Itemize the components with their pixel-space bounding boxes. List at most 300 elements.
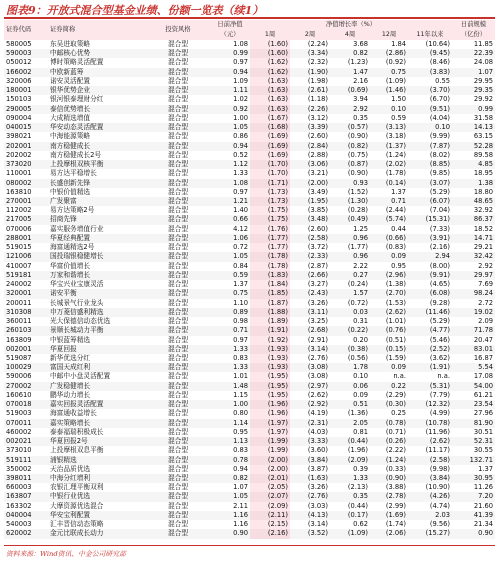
cell-name: 招商先锋 — [48, 215, 146, 224]
cell-ret-12w: (0.14) — [370, 179, 408, 188]
cell-code: 040015 — [4, 123, 48, 132]
table-row — [4, 215, 495, 224]
cell-ret-1w: (1.83) — [250, 271, 290, 280]
cell-ret-ytd: (8.00) — [429, 261, 450, 270]
cell-ret-4w: (0.24) — [347, 280, 368, 289]
cell-ret-2w: (3.87) — [307, 464, 328, 473]
cell-code: 620002 — [4, 529, 48, 538]
cell-ret-1w: (2.15) — [250, 520, 290, 529]
cell-ret-12w: (0.92) — [385, 58, 406, 67]
cell-ret-ytd: (3.70) — [408, 86, 452, 95]
cell-nav: 1.06 — [210, 234, 250, 243]
cell-name: 南方稳健成长 — [48, 142, 146, 151]
cell-style: 混合型 — [167, 317, 189, 326]
table-row — [4, 520, 495, 529]
cell-style: 混合型 — [167, 409, 189, 418]
cell-ret-ytd: n.a. — [437, 372, 450, 381]
cell-name: 银华优势企业 — [48, 86, 146, 95]
cell-ret-12w: 0.22 — [370, 382, 408, 391]
cell-code: 519003 — [6, 409, 32, 418]
cell-ret-4w: 1.78 — [330, 363, 370, 372]
cell-ret-1w: (2.16) — [250, 529, 290, 538]
cell-ret-2w: (2.97) — [290, 382, 330, 391]
cell-nav: 0.66 — [210, 215, 250, 224]
table-row — [4, 197, 495, 206]
cell-nav: 0.94 — [233, 464, 248, 473]
cell-scale: 20.47 — [473, 335, 493, 344]
cell-ret-12w: 0.09 — [370, 252, 408, 261]
cell-ret-ytd: (9.45) — [408, 49, 452, 58]
cell-ret-4w: 0.10 — [353, 372, 368, 381]
cell-ret-4w: (0.82) — [330, 142, 370, 151]
cell-ret-1w: (1.70) — [250, 169, 290, 178]
cell-ret-1w: (1.71) — [250, 179, 290, 188]
cell-scale: 0.99 — [452, 105, 495, 114]
cell-scale: 1.37 — [478, 464, 493, 473]
cell-code: 580005 — [6, 40, 32, 48]
cell-name: 华富价值增长 — [50, 261, 91, 270]
cell-ret-ytd: (8.46) — [429, 58, 450, 67]
cell-ret-1w: (1.63) — [250, 95, 290, 104]
cell-ret-4w: (0.44) — [330, 437, 370, 446]
cell-name: 中银行业优选 — [48, 492, 146, 501]
cell-ret-12w: (2.44) — [385, 206, 406, 215]
cell-ret-1w: (2.07) — [250, 492, 290, 501]
cell-style: 混合型 — [167, 280, 189, 289]
cell-ret-12w: (3.88) — [385, 483, 406, 492]
cell-ret-2w: (2.31) — [290, 419, 330, 428]
cell-nav: 1.33 — [210, 345, 250, 354]
header-nav: 日前净值 — [210, 20, 250, 30]
cell-ret-1w: (1.63) — [250, 77, 290, 86]
cell-code: 373010 — [6, 446, 32, 455]
cell-ret-2w: (2.60) — [307, 224, 328, 233]
cell-ret-1w: (1.69) — [250, 132, 290, 141]
cell-ret-2w: (1.98) — [307, 76, 328, 85]
cell-style: 混合型 — [167, 76, 189, 85]
cell-scale: 48.65 — [452, 197, 495, 206]
cell-ret-1w: (1.84) — [250, 280, 290, 289]
cell-code: 660003 — [6, 483, 32, 492]
cell-ret-2w: (3.14) — [307, 520, 328, 529]
header-scale-unit: （亿份） — [452, 30, 495, 40]
table-row — [4, 456, 495, 465]
cell-ret-12w: (1.09) — [385, 76, 406, 85]
table-row — [4, 437, 495, 446]
cell-scale: 30.51 — [473, 427, 493, 436]
cell-ret-1w: (1.60) — [250, 49, 290, 58]
cell-ret-1w: (1.68) — [250, 123, 290, 132]
cell-nav: 0.80 — [233, 409, 248, 418]
cell-scale: 7.69 — [478, 280, 493, 289]
cell-scale: 29.92 — [473, 95, 493, 104]
cell-scale: 18.52 — [473, 224, 493, 233]
cell-ret-1w: (1.77) — [250, 234, 290, 243]
cell-nav: 0.94 — [210, 142, 250, 151]
cell-ret-12w: (2.70) — [370, 289, 408, 298]
table-row — [4, 169, 495, 178]
cell-ret-12w: (2.02) — [370, 160, 408, 169]
cell-nav: 1.40 — [233, 206, 248, 215]
cell-ret-ytd: (9.56) — [429, 520, 450, 529]
cell-scale: 4.85 — [452, 160, 495, 169]
cell-ret-4w: 1.57 — [330, 289, 370, 298]
cell-name: 华安宝利配置 — [48, 511, 146, 520]
cell-ret-ytd: (2.52) — [408, 345, 452, 354]
cell-style: 混合型 — [146, 363, 210, 372]
cell-ret-ytd: (7.33) — [429, 224, 450, 233]
cell-nav: 1.00 — [233, 113, 248, 122]
cell-ret-2w: (3.08) — [290, 363, 330, 372]
cell-style: 混合型 — [167, 464, 189, 473]
table-row — [4, 160, 495, 169]
cell-ret-ytd: (9.85) — [429, 169, 450, 178]
cell-ret-2w: (3.85) — [307, 206, 328, 215]
cell-scale: 2.72 — [478, 298, 493, 307]
title-rule — [4, 17, 495, 19]
cell-ret-4w: 2.22 — [353, 261, 368, 270]
cell-nav: 1.00 — [210, 400, 250, 409]
cell-ret-2w: (3.25) — [307, 317, 328, 326]
cell-style: 混合型 — [167, 58, 189, 67]
cell-ret-12w: (1.59) — [385, 353, 406, 362]
cell-code: 150103 — [6, 95, 32, 104]
cell-code: 270002 — [4, 382, 48, 391]
cell-name: 富国天成红利 — [48, 363, 146, 372]
cell-nav: 1.13 — [210, 437, 250, 446]
cell-ret-1w: (1.67) — [250, 114, 290, 123]
cell-name: 大摩资源优选混合 — [50, 501, 104, 510]
cell-ret-12w: (2.22) — [385, 446, 406, 455]
cell-ret-12w: 1.50 — [391, 95, 406, 104]
cell-ret-12w: (0.71) — [385, 427, 406, 436]
cell-code: 460002 — [6, 427, 32, 436]
cell-code: 398021 — [6, 132, 32, 141]
cell-ret-ytd: (11.17) — [425, 446, 450, 455]
cell-code: 112002 — [6, 206, 32, 215]
cell-name: 广发稳健增长 — [48, 382, 146, 391]
cell-ret-12w: 0.09 — [370, 363, 408, 372]
cell-style: 混合型 — [167, 40, 189, 48]
table-row — [4, 529, 495, 538]
cell-style: 混合型 — [167, 483, 189, 492]
cell-nav: 0.90 — [210, 529, 250, 538]
cell-name: 中欧新蓝筹 — [48, 68, 146, 77]
cell-ret-4w: 0.96 — [330, 252, 370, 261]
cell-code: 180001 — [4, 86, 48, 95]
cell-ret-1w: (1.88) — [250, 308, 290, 317]
cell-scale: 98.24 — [452, 289, 495, 298]
cell-nav: 1.07 — [233, 483, 248, 492]
cell-ret-2w: (2.66) — [290, 271, 330, 280]
cell-ret-1w: (1.73) — [250, 188, 290, 197]
cell-scale: 2.92 — [478, 261, 493, 270]
cell-nav: 1.48 — [210, 382, 250, 391]
header-period-ytd: 11年以来 — [408, 30, 452, 40]
cell-ret-1w: (1.99) — [250, 446, 290, 455]
cell-ret-ytd: (6.70) — [429, 95, 450, 104]
cell-ret-12w: (1.38) — [385, 280, 406, 289]
cell-ret-4w: (1.30) — [330, 197, 370, 206]
cell-nav: 0.94 — [210, 68, 250, 77]
cell-name: 泰泰福瑞积极成长 — [50, 427, 104, 436]
cell-name: 申万菱信盛利精选 — [48, 308, 146, 317]
cell-ret-4w: (0.28) — [347, 206, 368, 215]
cell-ret-1w: (1.91) — [250, 326, 290, 335]
cell-nav: 1.10 — [233, 298, 248, 307]
header-scale: 日前规模 — [452, 20, 495, 30]
cell-style: 混合型 — [167, 298, 189, 307]
cell-ret-1w: (1.85) — [250, 289, 290, 298]
cell-ret-4w: (0.56) — [347, 353, 368, 362]
cell-scale: 132.71 — [452, 456, 495, 465]
cell-ret-4w: 0.39 — [353, 464, 368, 473]
cell-ret-4w: (0.75) — [347, 150, 368, 159]
table-row — [4, 123, 495, 132]
cell-ret-ytd: (5.31) — [408, 382, 452, 391]
cell-ret-2w: (3.14) — [290, 345, 330, 354]
cell-ret-4w: 3.68 — [353, 40, 368, 48]
cell-style: 混合型 — [167, 224, 189, 233]
cell-ret-ytd: (5.29) — [429, 317, 450, 326]
table-row — [4, 77, 495, 86]
cell-ret-2w: (3.26) — [307, 298, 328, 307]
cell-ret-4w: (1.09) — [330, 529, 370, 538]
cell-style: 混合型 — [146, 179, 210, 188]
cell-ret-2w: (3.39) — [290, 123, 330, 132]
cell-ret-2w: (1.95) — [290, 197, 330, 206]
cell-style: 混合型 — [146, 271, 210, 280]
cell-name: 汇丰晋信动态策略 — [50, 520, 104, 529]
cell-name: 广发聚富 — [48, 197, 146, 206]
cell-ret-12w: 1.84 — [391, 40, 406, 48]
table-row — [4, 271, 495, 280]
cell-name: 华夏回报 — [48, 345, 146, 354]
cell-nav: 0.75 — [210, 289, 250, 298]
cell-ret-ytd: (15.27) — [408, 529, 452, 538]
cell-ret-ytd: (10.64) — [425, 40, 450, 48]
table-row — [4, 142, 495, 151]
cell-ret-ytd: (7.79) — [429, 390, 450, 399]
cell-name: 中邮中小盘灵活配置 — [50, 372, 111, 381]
cell-code: 519181 — [4, 271, 48, 280]
cell-style: 混合型 — [167, 520, 189, 529]
cell-ret-ytd: (11.46) — [408, 308, 452, 317]
cell-ret-1w: (1.95) — [250, 391, 290, 400]
cell-ret-2w: (2.58) — [290, 234, 330, 243]
cell-scale: 17.08 — [473, 372, 493, 381]
cell-ret-2w: (2.91) — [307, 335, 328, 344]
cell-ret-ytd: (9.99) — [429, 132, 450, 141]
cell-code: 070006 — [6, 224, 32, 233]
cell-ret-4w: 2.16 — [353, 76, 368, 85]
table-row — [4, 465, 495, 474]
header-period-2w: 2周 — [290, 30, 330, 40]
cell-name: 诺安平衡 — [48, 289, 146, 298]
cell-ret-2w: (3.60) — [307, 446, 328, 455]
cell-scale: 54.00 — [452, 382, 495, 391]
cell-ret-4w: (0.22) — [330, 326, 370, 335]
cell-name: 易方达平稳增长 — [50, 169, 97, 178]
cell-style: 混合型 — [167, 169, 189, 178]
cell-ret-ytd: (9.98) — [429, 464, 450, 473]
cell-ret-1w: (1.77) — [250, 243, 290, 252]
cell-ret-12w: (1.74) — [385, 520, 406, 529]
cell-ret-2w: (3.26) — [307, 483, 328, 492]
table-row — [4, 502, 495, 511]
cell-nav: 1.01 — [233, 372, 248, 381]
table-row — [4, 372, 495, 381]
cell-ret-2w: (3.84) — [290, 456, 330, 465]
cell-name: 博时策略灵活配置 — [50, 58, 104, 67]
cell-nav: 2.11 — [233, 501, 248, 510]
cell-nav: 1.08 — [210, 179, 250, 188]
cell-ret-ytd: (5.46) — [429, 335, 450, 344]
cell-ret-12w: (0.83) — [385, 243, 406, 252]
cell-ret-4w: (0.90) — [347, 132, 368, 141]
cell-code: 070011 — [4, 419, 48, 428]
cell-scale: 18.95 — [473, 169, 493, 178]
cell-ret-2w: (2.33) — [290, 252, 330, 261]
cell-nav: 0.52 — [233, 150, 248, 159]
table-row — [4, 511, 495, 520]
cell-scale: 30.55 — [473, 446, 493, 455]
cell-ret-ytd: (3.83) — [408, 68, 452, 77]
cell-style: 混合型 — [167, 427, 189, 436]
cell-ret-12w: (2.99) — [385, 501, 406, 510]
cell-name: 新华优选分红 — [50, 353, 91, 362]
cell-ret-ytd: (4.77) — [408, 326, 452, 335]
cell-nav: 1.16 — [210, 511, 250, 520]
cell-ret-1w: (1.95) — [250, 372, 290, 381]
cell-name: 易方达策略2号 — [50, 206, 95, 215]
cell-name: 农银汇理平衡双利 — [50, 483, 104, 492]
cell-ret-1w: (1.92) — [250, 336, 290, 345]
cell-ret-1w: (1.97) — [250, 419, 290, 428]
cell-ret-ytd: (4.65) — [429, 280, 450, 289]
header-period-1w: 1周 — [250, 30, 290, 40]
cell-ret-2w: (3.49) — [307, 187, 328, 196]
cell-ret-4w: 0.31 — [353, 317, 368, 326]
cell-name: 东吴进取策略 — [50, 40, 91, 48]
header-growth-group: 净值增长率（%） — [250, 20, 452, 30]
cell-ret-12w: (2.06) — [370, 529, 408, 538]
cell-nav: 0.84 — [233, 261, 248, 270]
cell-code: 217005 — [4, 215, 48, 224]
cell-ret-4w: (0.38) — [330, 345, 370, 354]
cell-ret-ytd: (3.07) — [408, 179, 452, 188]
cell-name: 华宝兴业宝康灵活 — [50, 280, 104, 289]
cell-ret-12w: (1.37) — [370, 142, 408, 151]
table-row — [4, 114, 495, 123]
cell-style: 混合型 — [146, 289, 210, 298]
cell-scale: 1.38 — [452, 179, 495, 188]
cell-ret-ytd: (4.04) — [429, 113, 450, 122]
cell-ret-12w: (0.76) — [370, 326, 408, 335]
cell-ret-12w: 0.75 — [370, 68, 408, 77]
cell-nav: 1.05 — [210, 123, 250, 132]
cell-scale: 52.28 — [452, 142, 495, 151]
cell-ret-12w: (2.86) — [370, 49, 408, 58]
cell-ret-1w: (2.00) — [250, 465, 290, 474]
cell-nav: 0.78 — [210, 456, 250, 465]
cell-nav: 0.97 — [233, 58, 248, 67]
cell-ret-4w: 2.92 — [330, 105, 370, 114]
cell-scale: 29.21 — [473, 243, 493, 252]
cell-scale: 89.58 — [473, 150, 493, 159]
table-row — [4, 492, 495, 501]
cell-ret-12w: (1.24) — [370, 456, 408, 465]
cell-ret-12w: (1.69) — [370, 511, 408, 520]
cell-ret-1w: (1.62) — [250, 68, 290, 77]
cell-ret-ytd: (12.32) — [408, 400, 452, 409]
cell-ret-4w: 0.35 — [330, 492, 370, 501]
table-row — [4, 132, 495, 141]
cell-nav: 0.97 — [233, 187, 248, 196]
table-row — [4, 58, 495, 67]
cell-ret-4w: 0.20 — [353, 335, 368, 344]
cell-ret-1w: (1.78) — [250, 262, 290, 271]
cell-style: 混合型 — [167, 446, 189, 455]
cell-scale: 29.97 — [452, 271, 495, 280]
cell-ret-4w: (1.52) — [347, 187, 368, 196]
cell-nav: 0.71 — [210, 326, 250, 335]
cell-scale: 5.54 — [452, 363, 495, 372]
cell-scale: 63.15 — [473, 132, 493, 141]
cell-name: 诺安灵活配置 — [50, 76, 91, 85]
cell-nav: 0.83 — [233, 353, 248, 362]
cell-code: 373020 — [4, 160, 48, 169]
cell-ret-12w: (2.29) — [385, 390, 406, 399]
cell-ret-2w: (2.43) — [290, 289, 330, 298]
cell-scale: 22.39 — [452, 49, 495, 58]
cell-ret-2w: (2.92) — [290, 400, 330, 409]
table-row — [4, 252, 495, 261]
table-row — [4, 326, 495, 335]
cell-ret-2w: (3.72) — [307, 243, 328, 252]
cell-ret-ytd: (7.04) — [429, 206, 450, 215]
cell-ret-1w: (2.11) — [250, 511, 290, 520]
cell-name: 南方稳健成长2号 — [50, 150, 102, 159]
cell-ret-ytd: (11.96) — [425, 427, 450, 436]
cell-ret-2w: (3.12) — [307, 113, 328, 122]
cell-nav: 0.95 — [233, 427, 248, 436]
cell-name: 鹏华动力增长 — [50, 390, 91, 399]
cell-ret-12w: (0.78) — [370, 419, 408, 428]
cell-ret-ytd: 2.03 — [408, 511, 452, 520]
table-row — [4, 391, 495, 400]
cell-ret-12w: (0.66) — [370, 234, 408, 243]
cell-name: 海富通收益增长 — [50, 409, 97, 418]
cell-ret-12w: 0.25 — [391, 409, 406, 418]
cell-ret-4w: (0.69) — [330, 86, 370, 95]
footer-rule — [4, 545, 495, 546]
cell-style: 混合型 — [167, 353, 189, 362]
cell-code: 040004 — [4, 511, 48, 520]
cell-scale: 32.92 — [473, 206, 493, 215]
cell-scale: 86.37 — [452, 215, 495, 224]
cell-name: 上投摩根双核平衡 — [48, 160, 146, 169]
table-row — [4, 336, 495, 345]
cell-ret-4w: 0.03 — [330, 308, 370, 317]
cell-ret-2w: (1.63) — [290, 474, 330, 483]
cell-style: 混合型 — [146, 123, 210, 132]
cell-name: 万家和谐增长 — [48, 271, 146, 280]
cell-scale: 11.26 — [473, 483, 493, 492]
cell-ret-4w: 0.06 — [330, 382, 370, 391]
cell-ret-2w: (3.08) — [307, 372, 328, 381]
cell-ret-ytd: (6.08) — [408, 289, 452, 298]
